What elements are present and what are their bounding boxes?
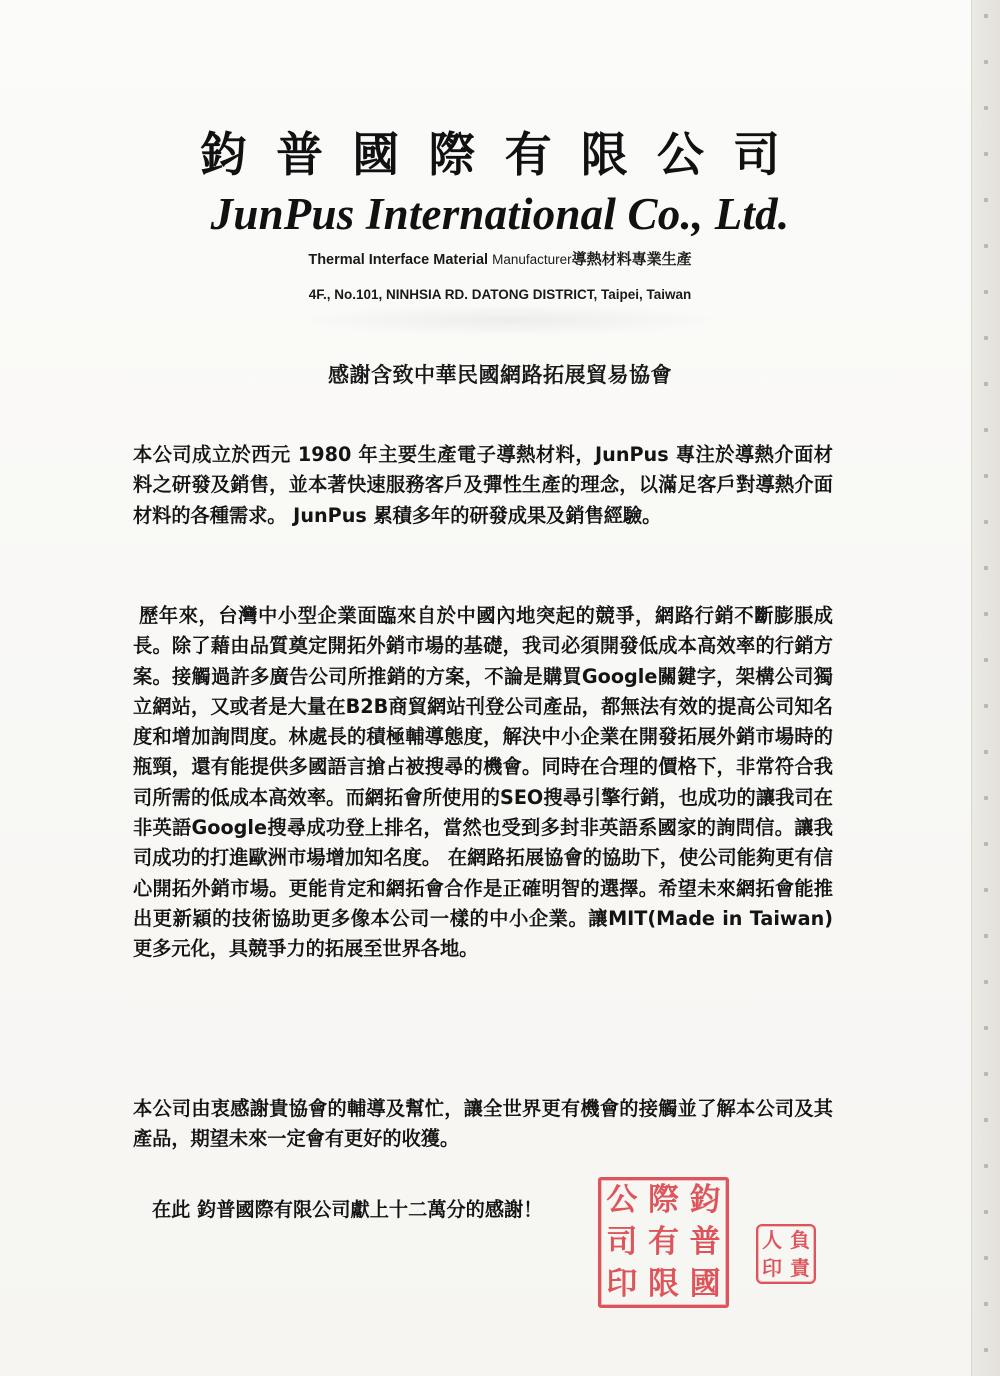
closing-line: 在此 鈞普國際有限公司獻上十二萬分的感謝！ (152, 1198, 543, 1221)
seal-glyph: 責 (790, 1256, 810, 1280)
company-name-english: JunPus International Co., Ltd. (210, 189, 790, 239)
perforation-hole (984, 1072, 988, 1076)
perforation-hole (984, 1164, 988, 1168)
seal-glyph: 印 (606, 1265, 638, 1302)
company-zh-char: 鈞 (200, 128, 247, 183)
perforation-hole (984, 1026, 988, 1030)
company-zh-char: 限 (580, 128, 628, 183)
perforation-hole (984, 244, 988, 248)
perforation-hole (984, 934, 988, 938)
company-zh-char: 際 (428, 128, 476, 183)
perforation-hole (984, 658, 988, 662)
company-zh-char: 公 (656, 128, 704, 183)
perforation-hole (984, 336, 988, 340)
letter-paragraph-1: 本公司成立於西元 1980 年主要生產電子導熱材料，JunPus 專注於導熱介面材料之研發及銷售，並本著快速服務客戶及彈性生產的理念，以滿足客戶對導熱介面材料的各種需求。 JunPus 累積多年的研發成果及銷售經驗。 (133, 443, 833, 527)
perforation-hole (984, 1118, 988, 1122)
perforation-hole (984, 60, 988, 64)
perforation-hole (984, 382, 988, 386)
tagline-chinese: 導熱材料專業生產 (571, 250, 692, 268)
perforation-hole (984, 152, 988, 156)
company-address: 4F., No.101, NINHSIA RD. DATONG DISTRICT, Taipei, Taiwan (308, 287, 692, 302)
perforation-hole (984, 290, 988, 294)
seal-glyph: 限 (647, 1265, 679, 1302)
seal-glyph: 際 (647, 1182, 679, 1219)
company-zh-char: 普 (276, 128, 324, 183)
company-zh-char: 有 (504, 128, 552, 183)
seal-glyph: 普 (689, 1223, 721, 1260)
seal-glyph: 司 (606, 1223, 638, 1260)
perforation-hole (984, 1256, 988, 1260)
perforation-hole (984, 796, 988, 800)
perforation-hole (984, 14, 988, 18)
company-tagline (160, 248, 840, 269)
perforation-hole (984, 520, 988, 524)
binding-perforation (982, 0, 990, 1376)
letter-paragraph-3: 本公司由衷感謝貴協會的輔導及幫忙，讓全世界更有機會的接觸並了解本公司及其產品，期望未來一定會有更好的收獲。 (133, 1097, 833, 1151)
seal-glyph: 公 (606, 1182, 638, 1219)
perforation-hole (984, 566, 988, 570)
perforation-hole (984, 428, 988, 432)
perforation-hole (984, 704, 988, 708)
representative-seal-stamp (756, 1224, 816, 1284)
seal-glyph: 人 (762, 1228, 782, 1252)
perforation-hole (984, 1348, 988, 1352)
perforation-hole (984, 106, 988, 110)
perforation-hole (984, 612, 988, 616)
letter-title: 感謝含致中華民國網路拓展貿易協會 (328, 363, 672, 387)
company-name-chinese (200, 118, 780, 185)
seal-glyph: 國 (689, 1265, 721, 1302)
perforation-hole (984, 980, 988, 984)
seal-glyph: 負 (790, 1228, 810, 1252)
seal-glyph: 鈞 (689, 1182, 721, 1219)
perforation-hole (984, 1302, 988, 1306)
seal-glyph: 有 (647, 1223, 679, 1260)
company-zh-char: 國 (352, 128, 400, 183)
perforation-hole (984, 750, 988, 754)
company-zh-char: 司 (732, 128, 780, 183)
scan-smudge (300, 305, 720, 335)
seal-glyph: 印 (762, 1256, 782, 1280)
perforation-hole (984, 198, 988, 202)
perforation-hole (984, 888, 988, 892)
perforation-hole (984, 1210, 988, 1214)
tagline-manufacturer: Manufacturer (492, 252, 572, 267)
scan-paper-edge (971, 0, 1000, 1376)
perforation-hole (984, 474, 988, 478)
letter-paragraph-2: 歷年來，台灣中小型企業面臨來自於中國內地突起的競爭，網路行銷不斷膨脹成長。除了藉由品質奠定開拓外銷市場的基礎，我司必須開發低成本高效率的行銷方案。接觸過許多廣告公司所推銷的方案，不論是購買Google關鍵字，架構公司獨立網站，又或者是大量在B2B商貿網站刊登公司產品，都無法有效的提高公司知名度和增加詢問度。林處長的積極輔導態度，解決中小企業在開發拓展外銷市場時的瓶頸，還有能提供多國語言搶占被搜尋的機會。同時在合理的價格下，非常符合我司所需的低成本高效率。而網拓會所使用的SEO搜尋引擎行銷，也成功的讓我司在非英語Google搜尋成功登上排名，當然也受到多封非英語系國家的詢問信。讓我司成功的打進歐洲市場增加知名度。 在網路拓展協會的協助下，使公司能夠更有信心開拓外銷市場。更能肯定和網拓會合作是正確明智的選擇。希望未來網拓會能推出更新穎的技術協助更多像本公司一樣的中小企業。讓MIT(Made in Taiwan)更多元化，具競爭力的拓展至世界各地。 (133, 604, 833, 961)
company-seal-stamp (598, 1177, 729, 1308)
tagline-product: Thermal Interface Material (308, 252, 489, 268)
perforation-hole (984, 842, 988, 846)
